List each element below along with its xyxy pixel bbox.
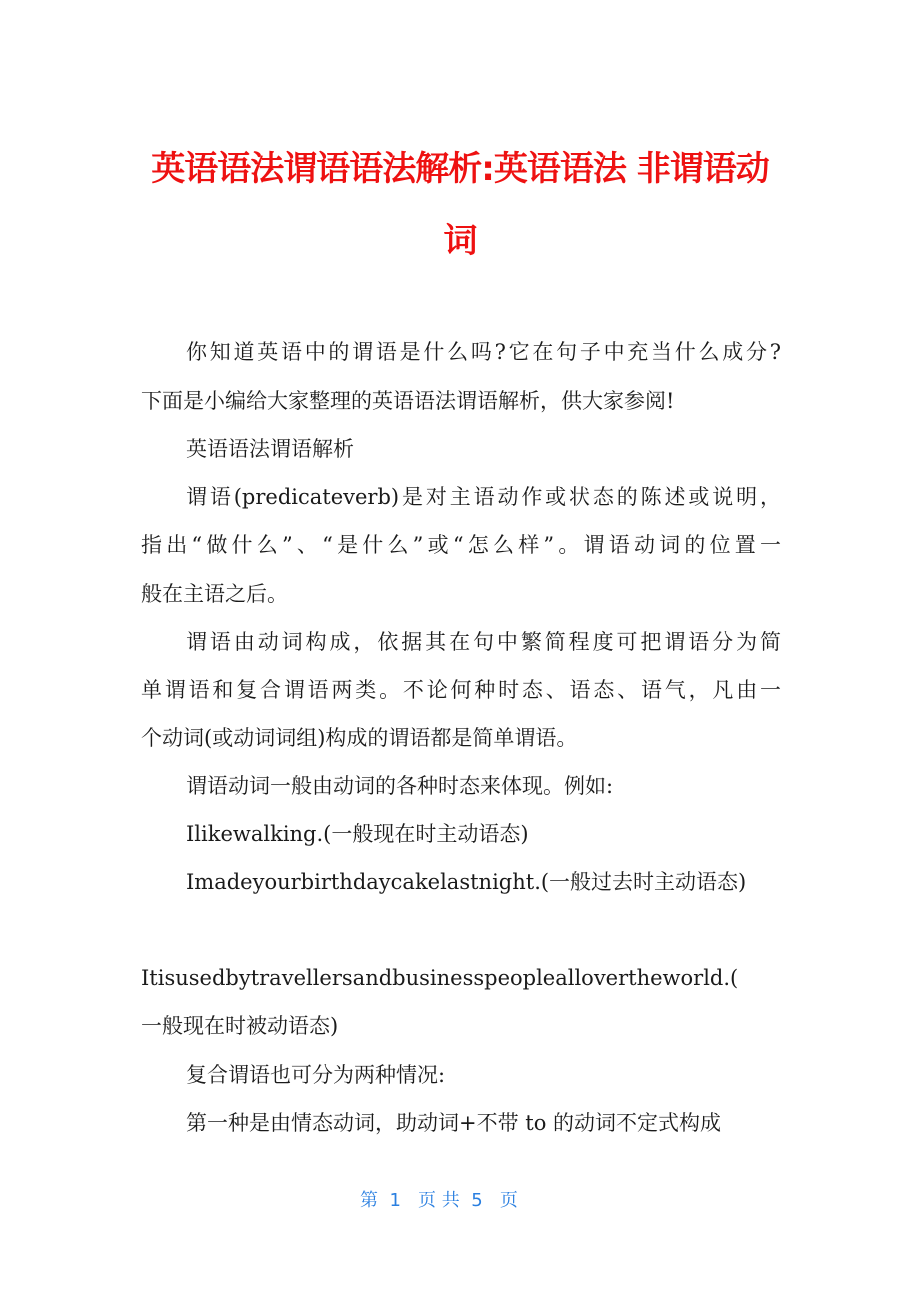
page-number-footer: 第 1 页 共 5 页 bbox=[360, 1190, 518, 1211]
paragraph-structure-line-2: 单谓语和复合谓语两类。不论何种时态、语态、语气，凡由一 bbox=[141, 678, 781, 702]
example-1: Ilikewalking.(一般现在时主动语态) bbox=[186, 822, 529, 846]
paragraph-definition-line-2: 指出“做什么”、“是什么”或“怎么样”。谓语动词的位置一 bbox=[141, 533, 781, 557]
document-title-line-2: 词 bbox=[443, 221, 477, 261]
example-2: Imadeyourbirthdaycakelastnight.(一般过去时主动语态) bbox=[186, 870, 747, 894]
paragraph-compound-intro: 复合谓语也可分为两种情况: bbox=[186, 1063, 446, 1087]
example-3-line-2: 一般现在时被动语态) bbox=[141, 1014, 339, 1038]
paragraph-compound-first: 第一种是由情态动词，助动词+不带 to 的动词不定式构成 bbox=[186, 1111, 722, 1135]
paragraph-intro-line-2: 下面是小编给大家整理的英语语法谓语解析，供大家参阅! bbox=[141, 389, 675, 413]
document-title-line-1: 英语语法谓语语法解析:英语语法 非谓语动 bbox=[151, 149, 769, 189]
section-heading: 英语语法谓语解析 bbox=[186, 437, 354, 461]
paragraph-structure-line-3: 个动词(或动词词组)构成的谓语都是简单谓语。 bbox=[141, 726, 578, 750]
paragraph-intro-line-1: 你知道英语中的谓语是什么吗?它在句子中充当什么成分? bbox=[186, 340, 781, 364]
paragraph-definition-line-3: 般在主语之后。 bbox=[141, 582, 288, 606]
paragraph-tense-intro: 谓语动词一般由动词的各种时态来体现。例如: bbox=[186, 774, 614, 798]
example-3-line-1: Itisusedbytravellersandbusinesspeopleallovertheworld.( bbox=[141, 966, 739, 990]
paragraph-structure-line-1: 谓语由动词构成，依据其在句中繁简程度可把谓语分为简 bbox=[186, 630, 781, 654]
paragraph-definition-line-1: 谓语(predicateverb)是对主语动作或状态的陈述或说明， bbox=[186, 485, 781, 509]
